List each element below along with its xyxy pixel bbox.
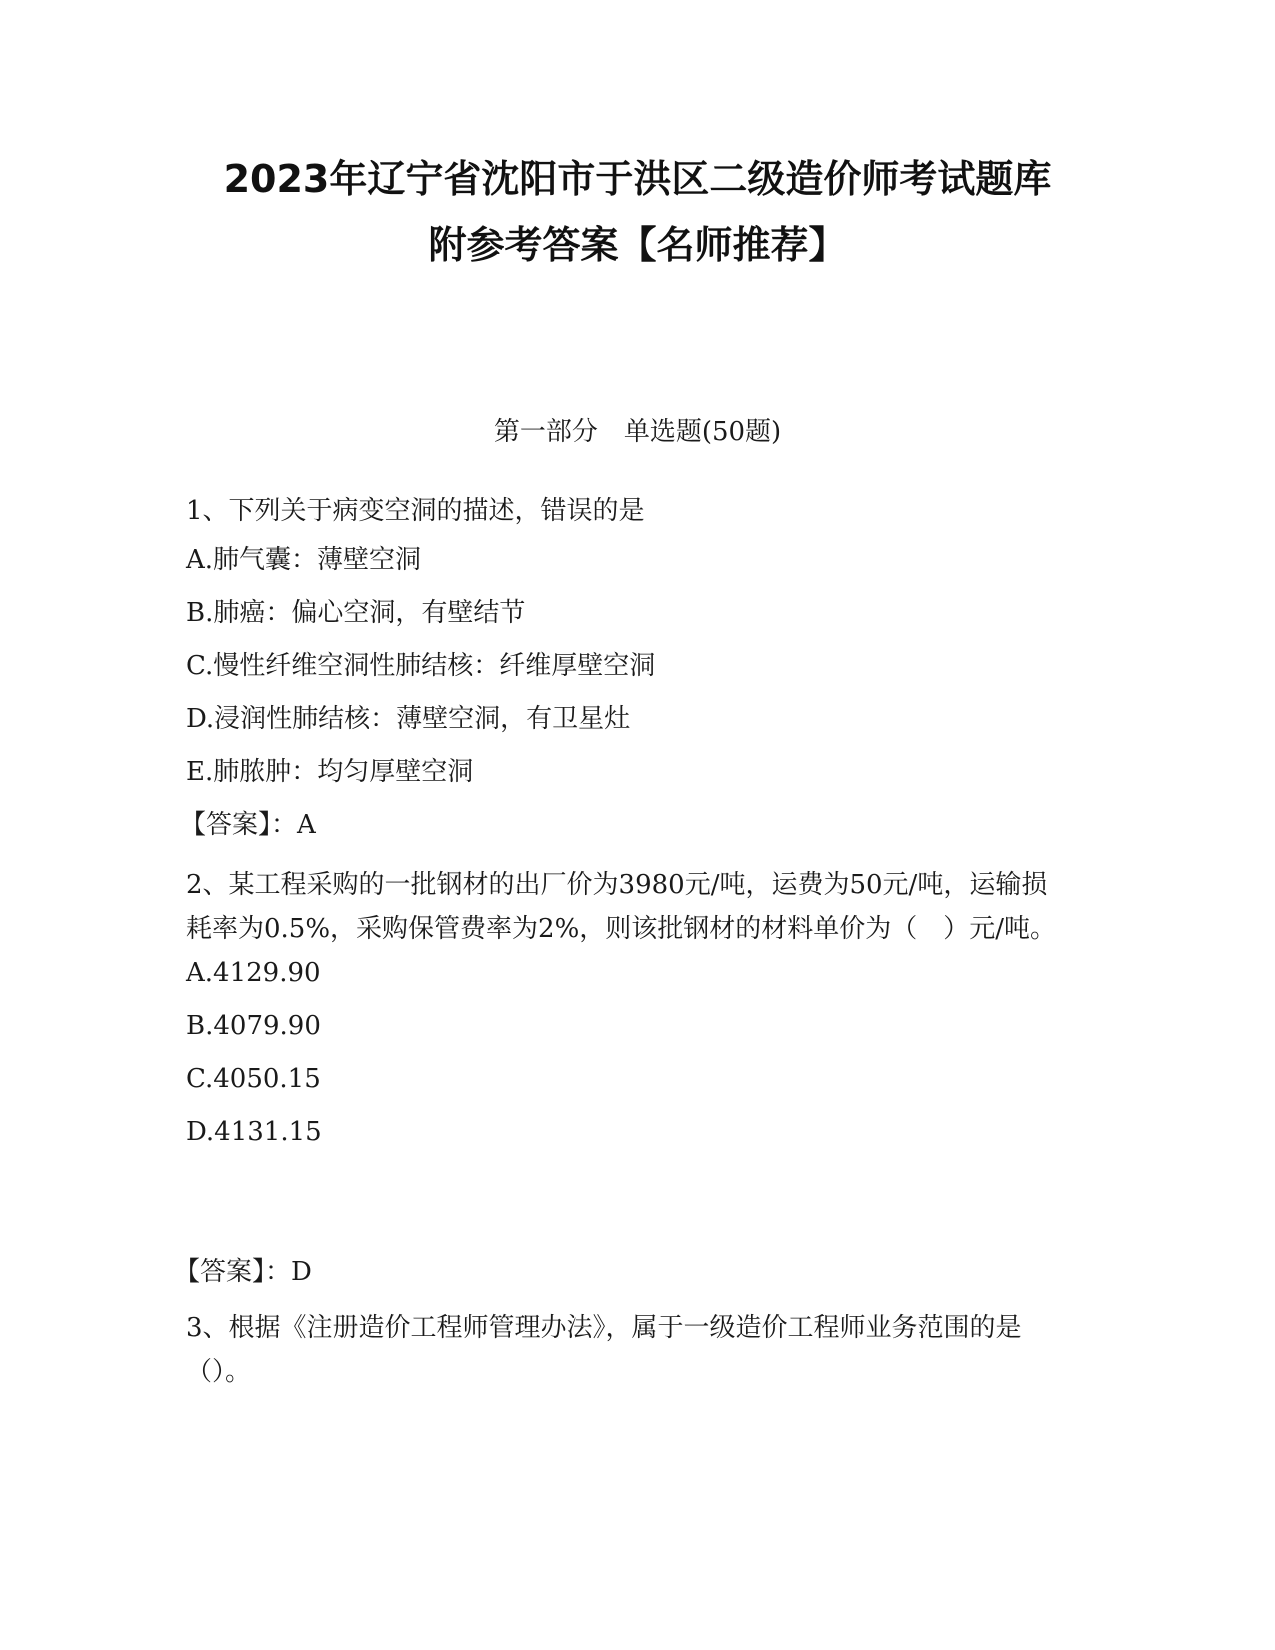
option-b: B.4079.90: [186, 1011, 321, 1041]
document-title: [150, 146, 1125, 278]
question-2: [186, 863, 1066, 1167]
question-1: [180, 489, 1066, 843]
option-c: C.慢性纤维空洞性肺结核：纤维厚壁空洞: [186, 651, 656, 681]
title-line-1: 2023年辽宁省沈阳市于洪区二级造价师考试题库: [223, 157, 1052, 201]
option-d: D.浸润性肺结核：薄壁空洞，有卫星灶: [186, 704, 631, 734]
option-b: B.肺癌：偏心空洞，有壁结节: [186, 598, 526, 628]
question-stem: 3、根据《注册造价工程师管理办法》，属于一级造价工程师业务范围的是（）。: [186, 1313, 1022, 1387]
title-line-2: 附参考答案【名师推荐】: [428, 223, 847, 267]
option-a: A.肺气囊：薄壁空洞: [186, 545, 422, 575]
option-d: D.4131.15: [186, 1117, 322, 1147]
question-3: [186, 1306, 1066, 1394]
answer: 【答案】：D: [174, 1257, 312, 1287]
section-heading: 第一部分 单选题(50题): [493, 417, 782, 447]
option-e: E.肺脓肿：均匀厚壁空洞: [186, 757, 474, 787]
question-stem: 1、下列关于病变空洞的描述，错误的是: [186, 496, 645, 526]
option-a: A.4129.90: [186, 958, 321, 988]
option-c: C.4050.15: [186, 1064, 321, 1094]
question-stem: 2、某工程采购的一批钢材的出厂价为3980元/吨，运费为50元/吨，运输损耗率为0.5%，采购保管费率为2%，则该批钢材的材料单价为（ ）元/吨。: [186, 870, 1057, 944]
answer: 【答案】：A: [180, 810, 316, 840]
